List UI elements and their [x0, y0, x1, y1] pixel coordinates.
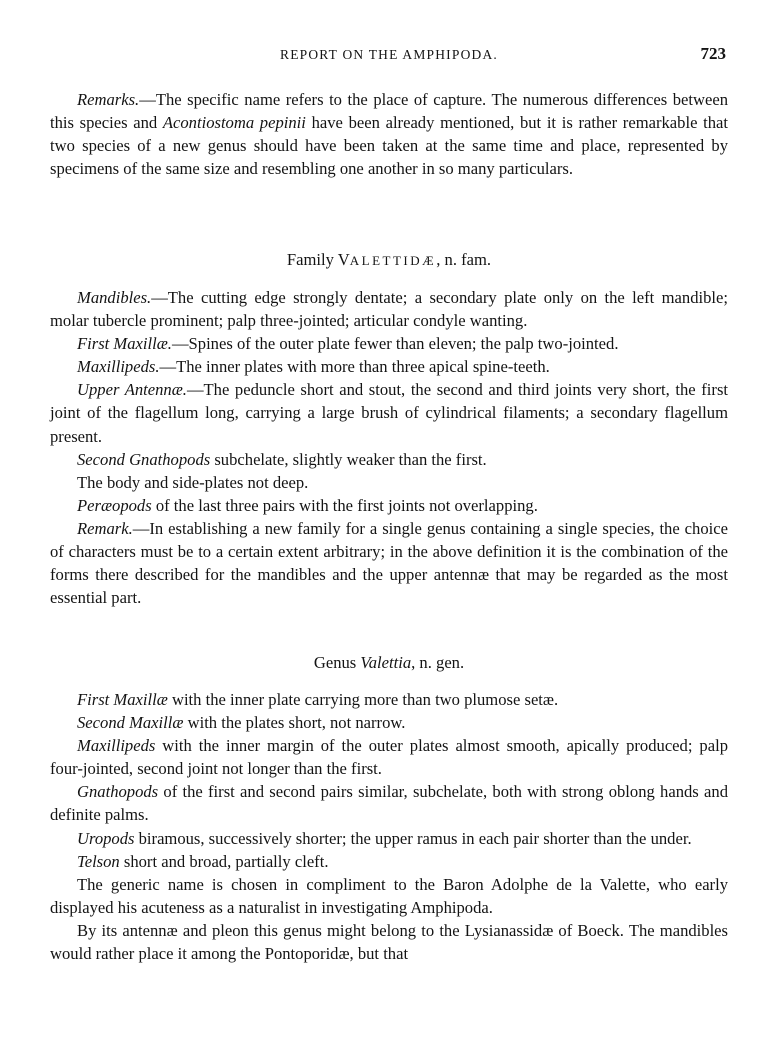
genus-entry-text: biramous, successively shorter; the upper ramus in each pair shorter than the under. — [134, 828, 692, 848]
genus-entry-label: Second Maxillæ — [77, 713, 184, 733]
family-entry — [50, 517, 728, 609]
running-head: REPORT ON THE AMPHIPODA. — [279, 47, 499, 62]
family-entry — [50, 448, 728, 471]
genus-entry — [50, 873, 728, 919]
family-entry-text: of the last three pairs with the first joints not overlapping. — [151, 495, 538, 515]
family-entry-text: The body and side-plates not deep. — [77, 472, 309, 492]
genus-entry — [50, 711, 728, 734]
family-entry — [50, 286, 728, 332]
family-entry-text: —The peduncle short and stout, the second and third joints very short, the first joint of the flagellum long, carrying a large brush of cylindrical filaments; a secondary flagellum present. — [50, 380, 729, 446]
family-entry-text: —The inner plates with more than three apical spine-teeth. — [159, 357, 550, 377]
family-definition — [50, 286, 728, 609]
remarks-text: —The specific name refers to the place of capture. The numerous differences between this species and — [50, 90, 728, 133]
genus-entry — [50, 919, 728, 965]
remarks-paragraph — [50, 88, 728, 180]
family-entry-label: Remark. — [77, 518, 133, 538]
family-entry — [50, 355, 728, 378]
remarks-text-2: have been already mentioned, but it is rather remarkable that two species of a new genus should have been taken at the same time and place, represented by specimens of the same size and resembling one another in so many particulars. — [50, 113, 728, 179]
genus-entry-text: with the plates short, not narrow. — [183, 713, 406, 733]
genus-entry-label: First Maxillæ — [77, 690, 168, 709]
family-entry — [50, 494, 728, 517]
genus-entry-text: with the inner plate carrying more than two plumose setæ. — [167, 690, 559, 709]
genus-entry-text: The generic name is chosen in compliment to the Baron Adolphe de la Valette, who early displayed his acuteness as a naturalist in investigating Amphipoda. — [50, 874, 728, 917]
genus-entry — [50, 827, 728, 850]
genus-entry-label: Maxillipeds — [77, 736, 156, 756]
family-entry-text: subchelate, slightly weaker than the first. — [210, 449, 487, 469]
genus-heading-post: , n. gen. — [411, 653, 465, 672]
family-entry-text: —In establishing a new family for a single genus containing a single species, the choice of characters must be to a certain extent arbitrary; in the above definition it is the combination of the forms there described for the mandibles and the upper antennæ that may be regarded as the most essential part. — [50, 518, 728, 608]
family-entry — [50, 378, 728, 447]
page-header — [50, 44, 728, 66]
genus-entry-label: Telson — [77, 851, 120, 871]
genus-entry — [50, 780, 728, 826]
genus-entry — [50, 688, 728, 711]
genus-entry-label: Uropods — [77, 828, 135, 848]
family-entry-label: Maxillipeds. — [77, 357, 160, 377]
genus-entry-text: By its antennæ and pleon this genus might belong to the Lysianassidæ of Boeck. The mandibles would rather place it among the Pontoporidæ, but that — [50, 920, 728, 964]
family-entry-text: —Spines of the outer plate fewer than eleven; the palp two-jointed. — [171, 334, 619, 354]
family-heading-name: ALETTIDÆ — [349, 253, 437, 268]
family-entry-label: First Maxillæ. — [77, 334, 172, 354]
family-entry-label: Peræopods — [77, 495, 152, 515]
family-entry-label: Second Gnathopods — [77, 449, 211, 469]
genus-entry — [50, 850, 728, 873]
family-entry — [50, 332, 728, 355]
genus-heading-name: Valettia — [360, 653, 412, 672]
family-entry — [50, 471, 728, 494]
genus-entry-text: of the first and second pairs similar, subchelate, both with strong oblong hands and definite palms. — [50, 782, 728, 825]
page-number: 723 — [700, 44, 726, 63]
family-entry-label: Mandibles. — [77, 288, 152, 307]
genus-entry-text: short and broad, partially cleft. — [119, 851, 329, 871]
genus-entry-label: Gnathopods — [77, 782, 159, 802]
family-entry-label: Upper Antennæ. — [77, 380, 187, 400]
family-entry-text: —The cutting edge strongly dentate; a secondary plate only on the left mandible; molar tubercle prominent; palp three-jointed; articular condyle wanting. — [50, 288, 728, 331]
genus-entry — [50, 734, 728, 780]
family-heading-post: , n. fam. — [436, 250, 492, 269]
family-heading-pre: Family V — [286, 250, 350, 269]
family-heading — [50, 248, 728, 272]
genus-heading-pre: Genus — [313, 653, 361, 672]
remarks-label: Remarks. — [77, 90, 140, 109]
genus-entry-text: with the inner margin of the outer plates almost smooth, apically produced; palp four-jointed, second joint not longer than the first. — [50, 736, 728, 779]
remarks-species: Acontiostoma pepinii — [162, 113, 306, 133]
genus-heading — [50, 651, 728, 674]
genus-definition — [50, 688, 728, 965]
